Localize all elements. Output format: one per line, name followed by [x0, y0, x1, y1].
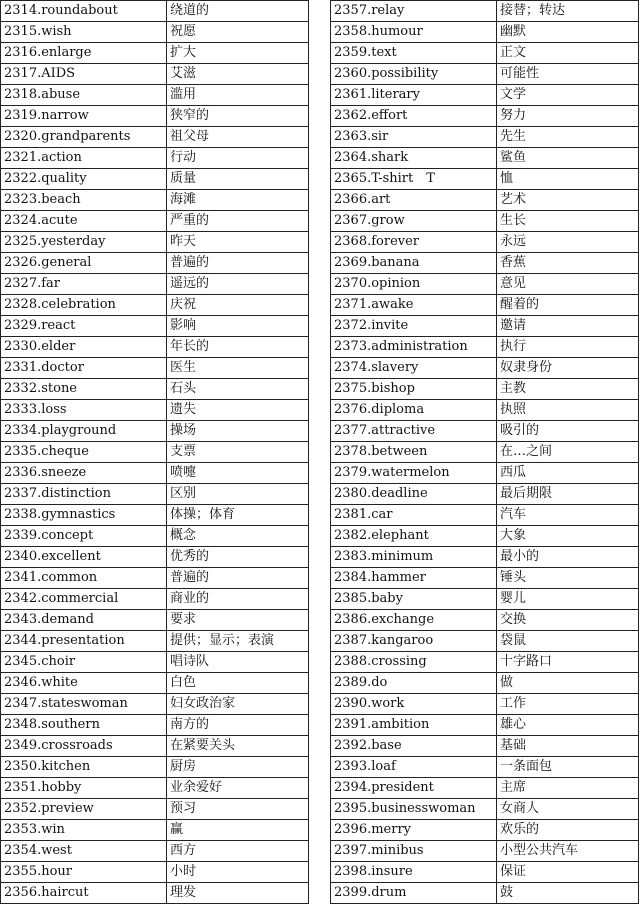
vocab-english-word: 2384.hammer [331, 568, 497, 589]
vocab-english-word: 2346.white [1, 673, 167, 694]
vocab-english-word: 2338.gymnastics [1, 505, 167, 526]
vocab-english-word: 2343.demand [1, 610, 167, 631]
vocab-chinese-meaning: 保证 [497, 862, 639, 883]
vocab-row [331, 148, 639, 169]
vocab-row [331, 694, 639, 715]
vocab-row [331, 820, 639, 841]
vocab-row [331, 232, 639, 253]
vocab-chinese-meaning: 艾滋 [167, 64, 309, 85]
vocab-english-word: 2335.cheque [1, 442, 167, 463]
vocab-english-word: 2385.baby [331, 589, 497, 610]
vocab-row [331, 610, 639, 631]
vocab-english-word: 2336.sneeze [1, 463, 167, 484]
vocab-row [331, 211, 639, 232]
vocab-english-word: 2334.playground [1, 421, 167, 442]
vocab-row [1, 715, 309, 736]
vocab-english-word: 2323.beach [1, 190, 167, 211]
vocab-english-word: 2327.far [1, 274, 167, 295]
vocab-english-word: 2381.car [331, 505, 497, 526]
vocab-row [331, 799, 639, 820]
vocab-english-word: 2368.forever [331, 232, 497, 253]
vocab-chinese-meaning: 醒着的 [497, 295, 639, 316]
vocab-chinese-meaning: 做 [497, 673, 639, 694]
vocab-row [331, 505, 639, 526]
vocab-english-word: 2345.choir [1, 652, 167, 673]
vocab-english-word: 2370.opinion [331, 274, 497, 295]
vocab-row [331, 841, 639, 862]
vocab-row [331, 64, 639, 85]
vocab-english-word: 2361.literary [331, 85, 497, 106]
vocab-english-word: 2383.minimum [331, 547, 497, 568]
vocab-row [331, 757, 639, 778]
vocab-chinese-meaning: 概念 [167, 526, 309, 547]
vocab-english-word: 2388.crossing [331, 652, 497, 673]
vocab-chinese-meaning: 最后期限 [497, 484, 639, 505]
vocab-row [331, 358, 639, 379]
vocab-row [331, 673, 639, 694]
vocab-english-word: 2389.do [331, 673, 497, 694]
vocab-chinese-meaning: 严重的 [167, 211, 309, 232]
vocab-chinese-meaning: 海滩 [167, 190, 309, 211]
vocab-english-word: 2352.preview [1, 799, 167, 820]
vocab-row [331, 421, 639, 442]
vocab-english-word: 2371.awake [331, 295, 497, 316]
vocab-chinese-meaning: 意见 [497, 274, 639, 295]
vocab-english-word: 2319.narrow [1, 106, 167, 127]
vocab-row [331, 316, 639, 337]
vocab-english-word: 2320.grandparents [1, 127, 167, 148]
vocab-chinese-meaning: 十字路口 [497, 652, 639, 673]
vocab-english-word: 2315.wish [1, 22, 167, 43]
vocab-chinese-meaning: 庆祝 [167, 295, 309, 316]
vocab-chinese-meaning: 雄心 [497, 715, 639, 736]
vocab-row [331, 85, 639, 106]
vocab-chinese-meaning: 最小的 [497, 547, 639, 568]
vocab-chinese-meaning: 生长 [497, 211, 639, 232]
vocab-chinese-meaning: 优秀的 [167, 547, 309, 568]
vocab-english-word: 2339.concept [1, 526, 167, 547]
vocab-english-word: 2360.possibility [331, 64, 497, 85]
vocab-english-word: 2333.loss [1, 400, 167, 421]
vocab-chinese-meaning: 香蕉 [497, 253, 639, 274]
vocab-chinese-meaning: 工作 [497, 694, 639, 715]
vocab-english-word: 2386.exchange [331, 610, 497, 631]
vocab-row [331, 337, 639, 358]
vocab-row [331, 253, 639, 274]
vocab-row [331, 715, 639, 736]
vocab-english-word: 2353.win [1, 820, 167, 841]
vocab-chinese-meaning: 年长的 [167, 337, 309, 358]
vocab-english-word: 2355.hour [1, 862, 167, 883]
vocab-chinese-meaning: 西方 [167, 841, 309, 862]
vocab-chinese-meaning: 遥远的 [167, 274, 309, 295]
vocab-english-word: 2380.deadline [331, 484, 497, 505]
vocab-chinese-meaning: 祝愿 [167, 22, 309, 43]
vocabulary-table-right [330, 0, 639, 904]
vocab-english-word: 2350.kitchen [1, 757, 167, 778]
vocab-chinese-meaning: 一条面包 [497, 757, 639, 778]
vocab-row [1, 820, 309, 841]
vocab-english-word: 2314.roundabout [1, 1, 167, 22]
vocab-chinese-meaning: 支票 [167, 442, 309, 463]
vocab-row [1, 526, 309, 547]
vocab-english-word: 2391.ambition [331, 715, 497, 736]
vocab-chinese-meaning: 小型公共汽车 [497, 841, 639, 862]
vocab-row [1, 547, 309, 568]
vocab-chinese-meaning: 在…之间 [497, 442, 639, 463]
vocab-english-word: 2366.art [331, 190, 497, 211]
vocab-english-word: 2325.yesterday [1, 232, 167, 253]
vocab-row [331, 169, 639, 190]
vocab-row [331, 43, 639, 64]
vocab-row [331, 526, 639, 547]
vocab-english-word: 2398.insure [331, 862, 497, 883]
vocab-english-word: 2392.base [331, 736, 497, 757]
vocab-row [1, 505, 309, 526]
vocab-chinese-meaning: 影响 [167, 316, 309, 337]
vocab-chinese-meaning: 绕道的 [167, 1, 309, 22]
vocabulary-table-right-body [331, 1, 639, 904]
vocab-english-word: 2399.drum [331, 883, 497, 904]
vocab-chinese-meaning: 接替；转达 [497, 1, 639, 22]
vocab-row [1, 589, 309, 610]
vocab-english-word: 2359.text [331, 43, 497, 64]
vocab-row [1, 1, 309, 22]
vocab-row [1, 862, 309, 883]
vocab-chinese-meaning: 基础 [497, 736, 639, 757]
vocab-row [1, 736, 309, 757]
vocab-chinese-meaning: 汽车 [497, 505, 639, 526]
vocab-row [1, 295, 309, 316]
vocab-row [1, 127, 309, 148]
vocab-row [1, 442, 309, 463]
vocab-chinese-meaning: 业余爱好 [167, 778, 309, 799]
vocab-row [1, 274, 309, 295]
vocab-row [331, 379, 639, 400]
vocab-english-word: 2377.attractive [331, 421, 497, 442]
vocab-english-word: 2340.excellent [1, 547, 167, 568]
vocab-row [331, 736, 639, 757]
vocab-english-word: 2367.grow [331, 211, 497, 232]
vocab-chinese-meaning: 质量 [167, 169, 309, 190]
vocab-chinese-meaning: 预习 [167, 799, 309, 820]
vocab-english-word: 2369.banana [331, 253, 497, 274]
vocab-chinese-meaning: 吸引的 [497, 421, 639, 442]
vocab-row [1, 253, 309, 274]
vocab-chinese-meaning: 普遍的 [167, 253, 309, 274]
vocab-chinese-meaning: 邀请 [497, 316, 639, 337]
vocab-chinese-meaning: 鲨鱼 [497, 148, 639, 169]
vocab-chinese-meaning: 昨天 [167, 232, 309, 253]
vocab-row [1, 337, 309, 358]
vocab-row [331, 400, 639, 421]
vocab-chinese-meaning: 鼓 [497, 883, 639, 904]
vocab-english-word: 2344.presentation [1, 631, 167, 652]
vocab-row [1, 652, 309, 673]
vocab-english-word: 2342.commercial [1, 589, 167, 610]
vocab-chinese-meaning: 操场 [167, 421, 309, 442]
vocab-row [331, 484, 639, 505]
vocab-chinese-meaning: 可能性 [497, 64, 639, 85]
vocab-row [1, 211, 309, 232]
vocab-chinese-meaning: 西瓜 [497, 463, 639, 484]
vocab-row [331, 463, 639, 484]
vocab-english-word: 2362.effort [331, 106, 497, 127]
vocab-chinese-meaning: 赢 [167, 820, 309, 841]
vocab-english-word: 2357.relay [331, 1, 497, 22]
vocab-chinese-meaning: 执照 [497, 400, 639, 421]
vocab-english-word: 2358.humour [331, 22, 497, 43]
vocab-chinese-meaning: 厨房 [167, 757, 309, 778]
vocab-chinese-meaning: 交换 [497, 610, 639, 631]
vocab-english-word: 2363.sir [331, 127, 497, 148]
vocab-chinese-meaning: 唱诗队 [167, 652, 309, 673]
vocab-row [1, 64, 309, 85]
vocab-english-word: 2318.abuse [1, 85, 167, 106]
vocab-row [1, 883, 309, 904]
vocab-english-word: 2387.kangaroo [331, 631, 497, 652]
vocab-chinese-meaning: 袋鼠 [497, 631, 639, 652]
vocab-row [1, 106, 309, 127]
vocab-chinese-meaning: 要求 [167, 610, 309, 631]
vocab-english-word: 2393.loaf [331, 757, 497, 778]
vocab-chinese-meaning: 行动 [167, 148, 309, 169]
vocab-english-word: 2390.work [331, 694, 497, 715]
vocab-english-word: 2375.bishop [331, 379, 497, 400]
vocab-english-word: 2341.common [1, 568, 167, 589]
vocab-chinese-meaning: 在紧要关头 [167, 736, 309, 757]
vocab-row [331, 883, 639, 904]
vocab-chinese-meaning: 石头 [167, 379, 309, 400]
vocab-row [331, 1, 639, 22]
vocab-chinese-meaning: 女商人 [497, 799, 639, 820]
vocab-chinese-meaning: 理发 [167, 883, 309, 904]
vocab-row [1, 631, 309, 652]
vocab-english-word: 2394.president [331, 778, 497, 799]
vocab-row [331, 295, 639, 316]
vocab-row [1, 190, 309, 211]
vocab-english-word: 2364.shark [331, 148, 497, 169]
vocab-chinese-meaning: 遗失 [167, 400, 309, 421]
vocab-chinese-meaning: 喷嚏 [167, 463, 309, 484]
vocab-english-word: 2379.watermelon [331, 463, 497, 484]
vocab-chinese-meaning: 执行 [497, 337, 639, 358]
vocab-chinese-meaning: 大象 [497, 526, 639, 547]
vocab-row [1, 841, 309, 862]
vocab-english-word: 2372.invite [331, 316, 497, 337]
vocab-row [331, 589, 639, 610]
vocab-english-word: 2316.enlarge [1, 43, 167, 64]
vocab-chinese-meaning: 医生 [167, 358, 309, 379]
vocabulary-table-left-body [1, 1, 309, 904]
vocab-row [1, 673, 309, 694]
vocab-english-word: 2356.haircut [1, 883, 167, 904]
vocab-chinese-meaning: 主教 [497, 379, 639, 400]
vocab-chinese-meaning: 永远 [497, 232, 639, 253]
vocab-chinese-meaning: 南方的 [167, 715, 309, 736]
vocab-english-word: 2348.southern [1, 715, 167, 736]
vocab-row [331, 22, 639, 43]
vocab-row [331, 127, 639, 148]
vocab-row [1, 421, 309, 442]
vocab-row [1, 169, 309, 190]
vocab-row [331, 547, 639, 568]
vocab-chinese-meaning: 祖父母 [167, 127, 309, 148]
vocab-english-word: 2373.administration [331, 337, 497, 358]
vocab-english-word: 2382.elephant [331, 526, 497, 547]
vocab-english-word: 2332.stone [1, 379, 167, 400]
vocab-english-word: 2397.minibus [331, 841, 497, 862]
vocab-row [331, 274, 639, 295]
vocab-chinese-meaning: 艺术 [497, 190, 639, 211]
vocab-chinese-meaning: 妇女政治家 [167, 694, 309, 715]
vocab-chinese-meaning: 文学 [497, 85, 639, 106]
vocab-chinese-meaning: 体操；体育 [167, 505, 309, 526]
vocab-english-word: 2329.react [1, 316, 167, 337]
vocab-english-word: 2376.diploma [331, 400, 497, 421]
vocab-row [1, 778, 309, 799]
vocab-english-word: 2349.crossroads [1, 736, 167, 757]
vocab-chinese-meaning: 婴儿 [497, 589, 639, 610]
vocab-english-word: 2374.slavery [331, 358, 497, 379]
vocab-row [1, 232, 309, 253]
vocab-english-word: 2396.merry [331, 820, 497, 841]
vocab-chinese-meaning: 正文 [497, 43, 639, 64]
vocab-english-word: 2351.hobby [1, 778, 167, 799]
vocab-row [1, 799, 309, 820]
vocab-english-word: 2326.general [1, 253, 167, 274]
vocab-chinese-meaning: 主席 [497, 778, 639, 799]
vocab-chinese-meaning: 狭窄的 [167, 106, 309, 127]
vocab-chinese-meaning: 滥用 [167, 85, 309, 106]
vocab-chinese-meaning: 区别 [167, 484, 309, 505]
vocab-row [1, 85, 309, 106]
vocab-row [1, 400, 309, 421]
vocab-english-word: 2328.celebration [1, 295, 167, 316]
vocab-row [331, 778, 639, 799]
vocab-english-word: 2365.T-shirt T [331, 169, 497, 190]
vocab-english-word: 2322.quality [1, 169, 167, 190]
vocab-chinese-meaning: 欢乐的 [497, 820, 639, 841]
vocab-row [1, 694, 309, 715]
vocab-chinese-meaning: 白色 [167, 673, 309, 694]
vocab-row [1, 757, 309, 778]
vocab-chinese-meaning: 商业的 [167, 589, 309, 610]
vocab-chinese-meaning: 锤头 [497, 568, 639, 589]
vocabulary-table-left [0, 0, 309, 904]
vocab-row [1, 484, 309, 505]
vocab-chinese-meaning: 恤 [497, 169, 639, 190]
vocab-chinese-meaning: 幽默 [497, 22, 639, 43]
vocab-chinese-meaning: 提供；显示；表演 [167, 631, 309, 652]
vocab-english-word: 2354.west [1, 841, 167, 862]
vocab-row [1, 43, 309, 64]
vocab-chinese-meaning: 小时 [167, 862, 309, 883]
vocab-row [1, 379, 309, 400]
vocab-english-word: 2378.between [331, 442, 497, 463]
vocab-row [1, 358, 309, 379]
vocab-english-word: 2337.distinction [1, 484, 167, 505]
vocab-english-word: 2395.businesswoman [331, 799, 497, 820]
vocab-english-word: 2330.elder [1, 337, 167, 358]
vocab-chinese-meaning: 普遍的 [167, 568, 309, 589]
vocab-chinese-meaning: 奴隶身份 [497, 358, 639, 379]
vocab-row [331, 862, 639, 883]
vocab-english-word: 2347.stateswoman [1, 694, 167, 715]
vocab-english-word: 2324.acute [1, 211, 167, 232]
vocab-row [1, 22, 309, 43]
vocab-row [1, 568, 309, 589]
vocab-row [331, 652, 639, 673]
vocab-english-word: 2317.AIDS [1, 64, 167, 85]
vocab-row [1, 316, 309, 337]
vocab-row [1, 148, 309, 169]
vocab-chinese-meaning: 扩大 [167, 43, 309, 64]
vocab-english-word: 2331.doctor [1, 358, 167, 379]
vocab-english-word: 2321.action [1, 148, 167, 169]
vocab-chinese-meaning: 努力 [497, 106, 639, 127]
vocab-chinese-meaning: 先生 [497, 127, 639, 148]
vocab-row [331, 568, 639, 589]
vocab-row [331, 442, 639, 463]
vocab-row [331, 190, 639, 211]
vocab-row [331, 106, 639, 127]
vocab-row [331, 631, 639, 652]
vocab-row [1, 610, 309, 631]
vocab-row [1, 463, 309, 484]
